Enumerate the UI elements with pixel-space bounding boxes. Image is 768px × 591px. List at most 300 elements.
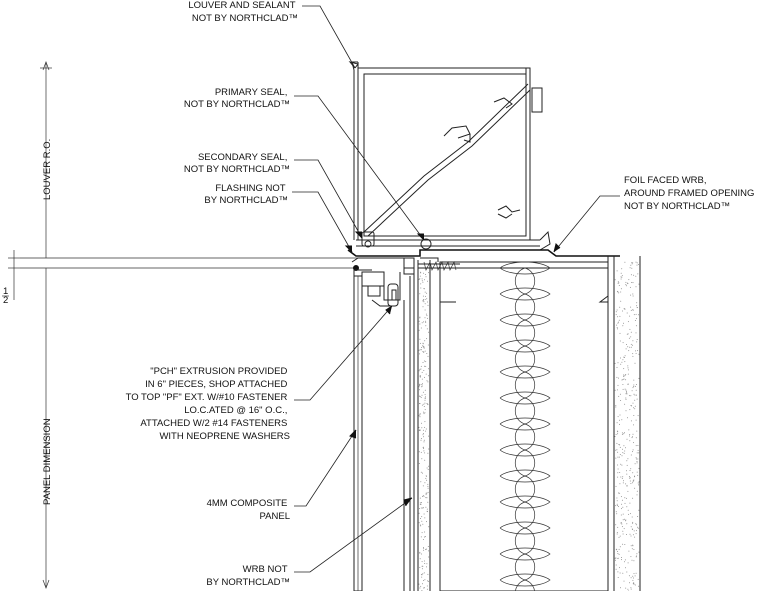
batt-insulation	[500, 262, 550, 591]
stipple-dot	[421, 502, 422, 503]
stipple-dot	[424, 441, 425, 442]
stipple-dot	[620, 536, 621, 537]
callout-flashing	[204, 183, 352, 252]
stipple-dot	[419, 317, 420, 318]
stipple-dot	[424, 340, 425, 341]
fastener	[418, 262, 460, 270]
stipple-dot	[623, 357, 624, 358]
stipple-dot	[424, 421, 425, 422]
stipple-dot	[625, 389, 626, 390]
stipple-dot	[421, 508, 422, 509]
stipple-dot	[427, 574, 428, 575]
callout-louver-line1: LOUVER AND SEALANT	[188, 0, 296, 11]
stipple-dot	[428, 375, 429, 376]
stipple-dot	[622, 359, 623, 360]
stipple-dot	[632, 548, 633, 549]
stipple-dot	[420, 403, 421, 404]
insulation-loop	[500, 366, 550, 398]
stipple-dot	[421, 366, 422, 367]
stipple-dot	[620, 447, 621, 448]
stipple-dot	[617, 367, 618, 368]
stipple-dot	[636, 524, 637, 525]
stipple-dot	[637, 265, 638, 266]
stipple-dot	[637, 527, 638, 528]
stipple-dot	[424, 440, 425, 441]
stipple-dot	[422, 395, 423, 396]
stipple-dot	[622, 544, 623, 545]
stipple-dot	[633, 534, 634, 535]
stipple-dot	[426, 497, 427, 498]
stipple-dot	[624, 432, 625, 433]
stipple-dot	[617, 504, 618, 505]
stipple-dot	[618, 281, 619, 282]
stipple-dot	[621, 362, 622, 363]
stipple-dot	[423, 447, 424, 448]
stipple-dot	[623, 376, 624, 377]
stipple-dot	[632, 580, 633, 581]
stipple-dot	[424, 288, 425, 289]
stipple-dot	[419, 321, 420, 322]
stipple-dot	[425, 322, 426, 323]
stipple-dot	[626, 344, 627, 345]
stipple-dot	[420, 369, 421, 370]
stipple-dot	[621, 277, 622, 278]
stipple-dot	[638, 354, 639, 355]
stipple-dot	[624, 519, 625, 520]
stipple-dot	[423, 370, 424, 371]
stipple-dot	[630, 556, 631, 557]
stipple-dot	[420, 416, 421, 417]
stipple-dot	[621, 288, 622, 289]
callout-pch-line6: WITH NEOPRENE WASHERS	[159, 431, 290, 442]
stipple-dot	[618, 396, 619, 397]
stipple-dot	[621, 557, 622, 558]
stipple-dot	[631, 282, 632, 283]
stipple-dot	[637, 462, 638, 463]
stipple-dot	[636, 573, 637, 574]
stipple-dot	[633, 442, 634, 443]
stipple-dot	[425, 549, 426, 550]
stipple-dot	[426, 353, 427, 354]
stipple-dot	[426, 293, 427, 294]
stipple-dot	[617, 465, 618, 466]
stipple-dot	[423, 343, 424, 344]
stipple-dot	[632, 436, 633, 437]
stipple-dot	[631, 310, 632, 311]
stipple-dot	[621, 465, 622, 466]
stipple-dot	[638, 552, 639, 553]
stipple-dot	[424, 579, 425, 580]
stipple-dot	[423, 539, 424, 540]
insulation-loop	[500, 496, 550, 528]
stipple-dot	[425, 274, 426, 275]
stipple-dot	[625, 483, 626, 484]
stipple-dot	[635, 406, 636, 407]
stipple-dot	[622, 476, 623, 477]
stipple-dot	[617, 291, 618, 292]
stipple-dot	[625, 379, 626, 380]
stipple-dot	[426, 298, 427, 299]
stipple-dot	[421, 516, 422, 517]
stipple-dot	[623, 480, 624, 481]
stipple-dot	[419, 385, 420, 386]
stipple-dot	[631, 577, 632, 578]
stipple-dot	[425, 497, 426, 498]
stipple-dot	[616, 498, 617, 499]
stipple-dot	[617, 477, 618, 478]
stipple-dot	[622, 380, 623, 381]
stipple-dot	[419, 415, 420, 416]
stipple-dot	[420, 283, 421, 284]
stipple-dot	[616, 565, 617, 566]
stipple-dot	[634, 314, 635, 315]
stipple-dot	[623, 342, 624, 343]
stipple-dot	[625, 447, 626, 448]
stipple-dot	[421, 423, 422, 424]
stipple-dot	[623, 482, 624, 483]
stipple-dot	[616, 377, 617, 378]
stipple-dot	[621, 524, 622, 525]
stipple-dot	[617, 310, 618, 311]
stipple-dot	[630, 287, 631, 288]
stipple-dot	[627, 346, 628, 347]
stipple-dot	[617, 571, 618, 572]
stipple-dot	[618, 416, 619, 417]
stipple-dot	[616, 569, 617, 570]
stipple-dot	[424, 537, 425, 538]
stipple-dot	[620, 292, 621, 293]
stipple-dot	[633, 560, 634, 561]
stipple-dot	[636, 556, 637, 557]
stipple-dot	[624, 308, 625, 309]
stipple-dot	[420, 498, 421, 499]
callout-primary-line2: NOT BY NORTHCLAD™	[183, 99, 290, 110]
stipple-dot	[619, 424, 620, 425]
stipple-dot	[628, 551, 629, 552]
stipple-dot	[616, 434, 617, 435]
stipple-dot	[426, 480, 427, 481]
stipple-dot	[636, 556, 637, 557]
stipple-dot	[629, 436, 630, 437]
stipple-dot	[627, 417, 628, 418]
stipple-dot	[628, 369, 629, 370]
stipple-dot	[639, 481, 640, 482]
stipple-dot	[428, 466, 429, 467]
stipple-dot	[422, 568, 423, 569]
stipple-dot	[628, 367, 629, 368]
stipple-dot	[427, 509, 428, 510]
stipple-dot	[628, 374, 629, 375]
stipple-dot	[620, 301, 621, 302]
small-dim-1: 1	[3, 286, 9, 297]
stipple-dot	[419, 353, 420, 354]
stipple-dot	[426, 493, 427, 494]
stipple-dot	[615, 560, 616, 561]
stipple-dot	[616, 513, 617, 514]
stipple-dot	[626, 285, 627, 286]
stipple-dot	[427, 511, 428, 512]
stipple-dot	[634, 400, 635, 401]
stipple-dot	[632, 437, 633, 438]
stipple-dot	[617, 422, 618, 423]
stipple-dot	[423, 485, 424, 486]
callout-pch-line5: ATTACHED W/2 #14 FASTENERS	[140, 418, 288, 429]
stipple-dot	[619, 316, 620, 317]
callout-pch-line2: IN 6" PIECES, SHOP ATTACHED	[145, 379, 288, 390]
stipple-dot	[617, 328, 618, 329]
callout-louver-line2: NOT BY NORTHCLAD™	[191, 13, 298, 24]
stipple-dot	[422, 496, 423, 497]
stipple-dot	[636, 314, 637, 315]
stipple-dot	[419, 339, 420, 340]
stipple-dot	[427, 586, 428, 587]
stipple-dot	[624, 375, 625, 376]
stipple-dot	[636, 395, 637, 396]
stipple-dot	[635, 276, 636, 277]
stipple-dot	[632, 262, 633, 263]
stipple-dot	[419, 584, 420, 585]
stipple-dot	[620, 573, 621, 574]
stipple-dot	[626, 399, 627, 400]
callout-secondary-line2: NOT BY NORTHCLAD™	[183, 164, 290, 175]
stipple-dot	[636, 318, 637, 319]
stipple-dot	[423, 436, 424, 437]
callout-foil-line2: AROUND FRAMED OPENING	[624, 188, 755, 199]
stipple-dot	[630, 336, 631, 337]
pch-extrusion	[362, 258, 414, 306]
stipple-dot	[423, 430, 424, 431]
stipple-dot	[428, 526, 429, 527]
stipple-dot	[626, 470, 627, 471]
stipple-dot	[632, 263, 633, 264]
stipple-dot	[425, 310, 426, 311]
interior-stipple	[615, 262, 640, 591]
stipple-dot	[423, 433, 424, 434]
stipple-dot	[637, 399, 638, 400]
stipple-dot	[428, 272, 429, 273]
stipple-dot	[623, 433, 624, 434]
stipple-dot	[638, 284, 639, 285]
stipple-dot	[632, 529, 633, 530]
stipple-dot	[620, 415, 621, 416]
stipple-dot	[633, 296, 634, 297]
stipple-dot	[631, 420, 632, 421]
stipple-dot	[631, 268, 632, 269]
stipple-dot	[423, 362, 424, 363]
stipple-dot	[629, 338, 630, 339]
stipple-dot	[428, 436, 429, 437]
stipple-dot	[630, 265, 631, 266]
stipple-dot	[427, 281, 428, 282]
stipple-dot	[420, 272, 421, 273]
stipple-dot	[624, 453, 625, 454]
stipple-dot	[631, 545, 632, 546]
stipple-dot	[627, 283, 628, 284]
stipple-dot	[622, 452, 623, 453]
stipple-dot	[616, 511, 617, 512]
callout-panel	[207, 430, 356, 522]
stipple-dot	[422, 405, 423, 406]
svg-text:LOUVER AND SEALANT NOT B	[188, 0, 298, 24]
stipple-dot	[627, 313, 628, 314]
stipple-dot	[633, 385, 634, 386]
stipple-dot	[624, 528, 625, 529]
stipple-dot	[635, 363, 636, 364]
stipple-dot	[425, 390, 426, 391]
stipple-dot	[624, 404, 625, 405]
stipple-dot	[426, 566, 427, 567]
stipple-dot	[426, 374, 427, 375]
stipple-dot	[423, 448, 424, 449]
stipple-dot	[625, 398, 626, 399]
stipple-dot	[420, 396, 421, 397]
stipple-dot	[421, 347, 422, 348]
stipple-dot	[626, 393, 627, 394]
stipple-dot	[618, 577, 619, 578]
stipple-dot	[424, 377, 425, 378]
stipple-dot	[621, 419, 622, 420]
stipple-dot	[629, 476, 630, 477]
stipple-dot	[635, 585, 636, 586]
stipple-dot	[422, 278, 423, 279]
stipple-dot	[626, 392, 627, 393]
stipple-dot	[618, 385, 619, 386]
insulation-loop	[500, 444, 550, 476]
insulation-loop	[500, 470, 550, 502]
stipple-dot	[617, 431, 618, 432]
stipple-dot	[617, 327, 618, 328]
stipple-dot	[423, 507, 424, 508]
stipple-dot	[623, 389, 624, 390]
stipple-dot	[620, 464, 621, 465]
stipple-dot	[423, 301, 424, 302]
stipple-dot	[635, 463, 636, 464]
stipple-dot	[628, 562, 629, 563]
stipple-dot	[637, 307, 638, 308]
stipple-dot	[628, 279, 629, 280]
stipple-dot	[419, 427, 420, 428]
stipple-dot	[633, 387, 634, 388]
stipple-dot	[627, 458, 628, 459]
stipple-dot	[637, 461, 638, 462]
stipple-dot	[628, 429, 629, 430]
svg-text:PRIMARY SEAL, NOT BY NOR	[184, 87, 290, 110]
stipple-dot	[626, 390, 627, 391]
stipple-dot	[624, 262, 625, 263]
stipple-dot	[636, 305, 637, 306]
stipple-dot	[619, 285, 620, 286]
stipple-dot	[629, 478, 630, 479]
stipple-dot	[620, 358, 621, 359]
stipple-dot	[615, 363, 616, 364]
stipple-dot	[426, 314, 427, 315]
callout-panel-line1: 4MM COMPOSITE	[206, 498, 288, 509]
stipple-dot	[422, 351, 423, 352]
stipple-dot	[423, 495, 424, 496]
wrb-layer	[404, 260, 430, 591]
stipple-dot	[616, 449, 617, 450]
stipple-dot	[630, 481, 631, 482]
stipple-dot	[426, 475, 427, 476]
stipple-dot	[617, 389, 618, 390]
stipple-dot	[620, 454, 621, 455]
callout-flashing-line2: BY NORTHCLAD™	[204, 195, 288, 206]
stipple-dot	[421, 438, 422, 439]
stipple-dot	[620, 333, 621, 334]
stipple-dot	[636, 262, 637, 263]
stipple-dot	[419, 330, 420, 331]
stipple-dot	[617, 457, 618, 458]
stipple-dot	[426, 521, 427, 522]
stipple-dot	[636, 459, 637, 460]
stipple-dot	[630, 587, 631, 588]
stipple-dot	[627, 491, 628, 492]
callout-secondary-line1: SECONDARY SEAL,	[197, 152, 288, 163]
stipple-dot	[635, 320, 636, 321]
stipple-dot	[621, 279, 622, 280]
callout-pch-line3: TO TOP "PF" EXT. W/#10 FASTENER	[125, 392, 288, 403]
stipple-dot	[419, 429, 420, 430]
stipple-dot	[636, 420, 637, 421]
stipple-dot	[638, 264, 639, 265]
stipple-dot	[630, 295, 631, 296]
svg-text:FLASHING NOT BY NORTHCLA	[204, 183, 288, 206]
stipple-dot	[637, 472, 638, 473]
stipple-dot	[636, 286, 637, 287]
stipple-dot	[619, 537, 620, 538]
stipple-dot	[623, 323, 624, 324]
stipple-dot	[636, 341, 637, 342]
stipple-dot	[618, 282, 619, 283]
stipple-dot	[632, 294, 633, 295]
stipple-dot	[627, 334, 628, 335]
stipple-dot	[632, 576, 633, 577]
stipple-dot	[638, 314, 639, 315]
stipple-dot	[633, 380, 634, 381]
stipple-dot	[632, 545, 633, 546]
stipple-dot	[422, 372, 423, 373]
stipple-dot	[421, 472, 422, 473]
stipple-dot	[622, 432, 623, 433]
stipple-dot	[419, 369, 420, 370]
stipple-dot	[419, 508, 420, 509]
stipple-dot	[629, 575, 630, 576]
stipple-dot	[621, 273, 622, 274]
stipple-dot	[617, 551, 618, 552]
stipple-dot	[624, 361, 625, 362]
stipple-dot	[623, 534, 624, 535]
stipple-dot	[422, 300, 423, 301]
callout-louver	[188, 0, 358, 68]
stipple-dot	[427, 381, 428, 382]
stipple-dot	[424, 572, 425, 573]
stipple-dot	[629, 329, 630, 330]
stipple-dot	[424, 482, 425, 483]
stipple-dot	[424, 366, 425, 367]
stipple-dot	[629, 409, 630, 410]
stipple-dot	[638, 586, 639, 587]
stipple-dot	[623, 368, 624, 369]
stipple-dot	[626, 474, 627, 475]
stipple-dot	[421, 452, 422, 453]
stipple-dot	[424, 361, 425, 362]
stipple-dot	[424, 427, 425, 428]
stipple-dot	[423, 306, 424, 307]
stipple-dot	[428, 356, 429, 357]
stipple-dot	[423, 412, 424, 413]
stipple-dot	[622, 434, 623, 435]
stipple-dot	[425, 478, 426, 479]
